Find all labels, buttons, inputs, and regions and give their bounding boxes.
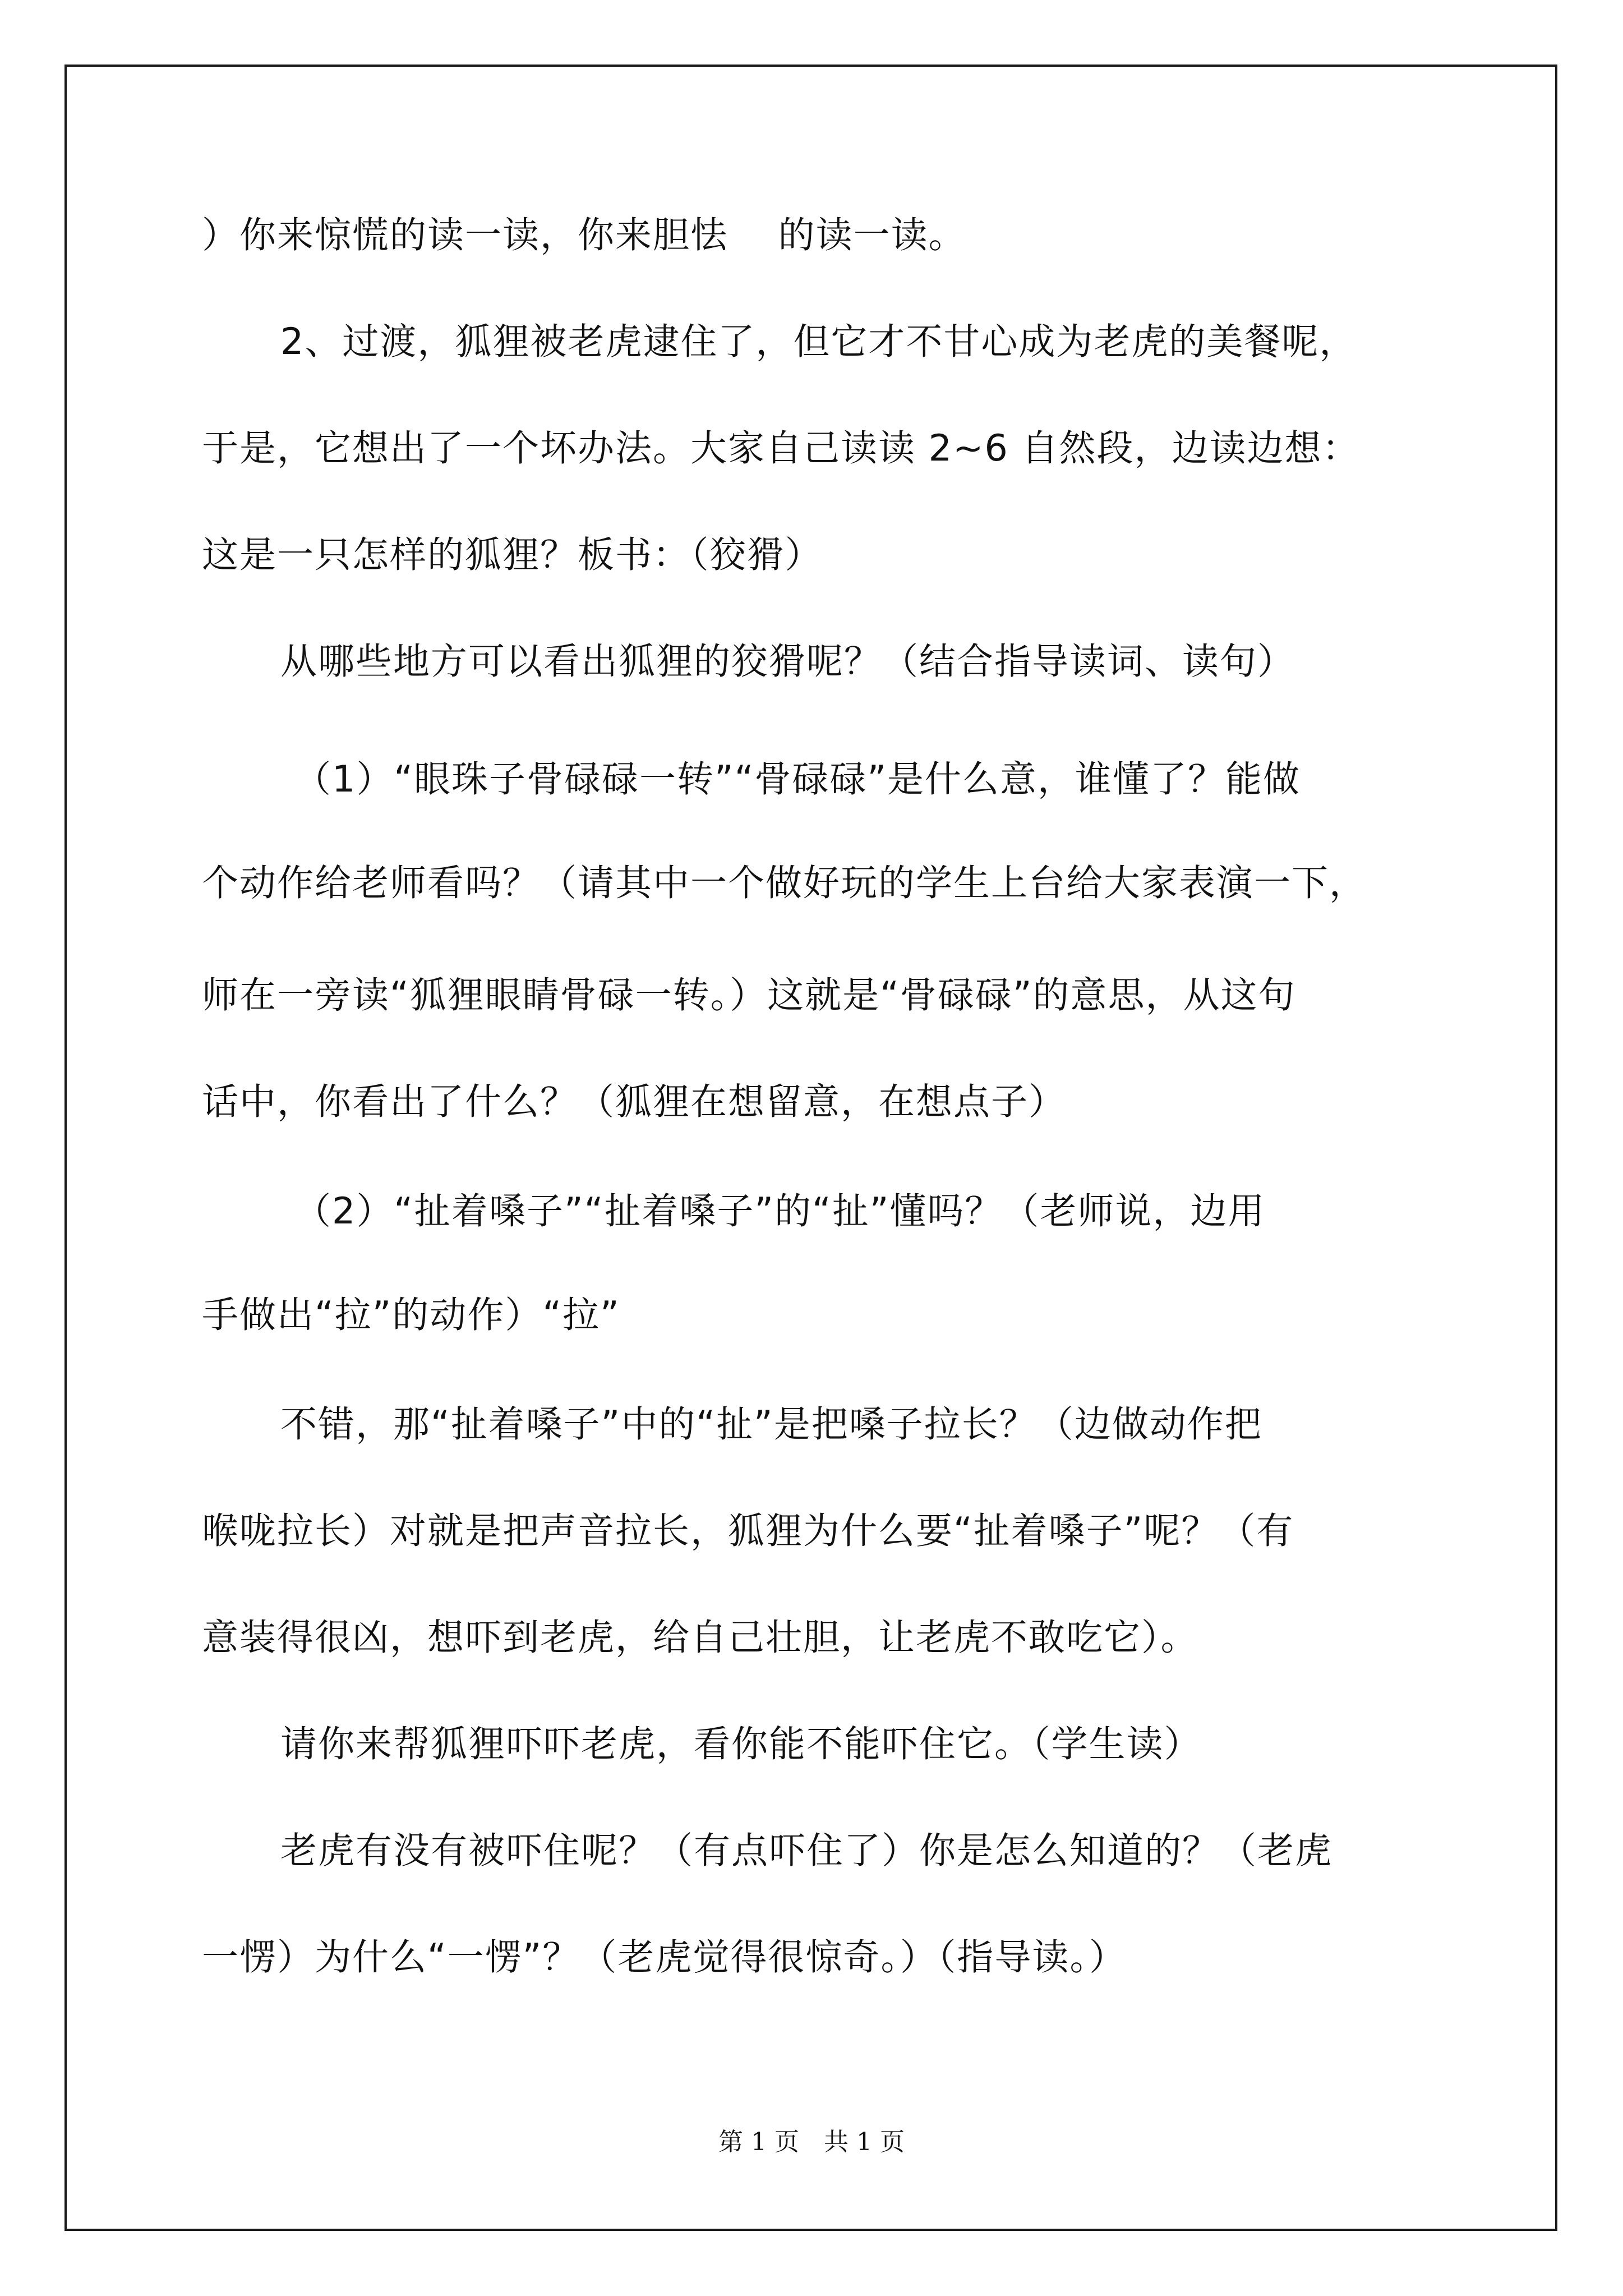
text-line: 个动作给老师看吗？（请其中一个做好玩的学生上台给大家表演一下， bbox=[202, 862, 1367, 904]
text-line: （1）“眼珠子骨碌碌一转”“骨碌碌”是什么意，谁懂了？能做 bbox=[294, 758, 1301, 800]
text-line: 话中，你看出了什么？（狐狸在想留意，在想点子） bbox=[202, 1081, 1067, 1123]
text-line: ）你来惊慌的读一读，你来胆怯 的读一读。 bbox=[202, 214, 966, 256]
text-line: （2）“扯着嗓子”“扯着嗓子”的“扯”懂吗？（老师说，边用 bbox=[294, 1190, 1266, 1232]
text-line: 2、过渡，狐狸被老虎逮住了，但它才不甘心成为老虎的美餐呢， bbox=[280, 321, 1357, 363]
text-line: 于是，它想出了一个坏办法。大家自己读读 2~6 自然段，边读边想： bbox=[202, 427, 1360, 470]
text-line: 喉咙拉长）对就是把声音拉长，狐狸为什么要“扯着嗓子”呢？（有 bbox=[202, 1510, 1294, 1552]
text-line: 请你来帮狐狸吓吓老虎，看你能不能吓住它。（学生读） bbox=[280, 1723, 1202, 1765]
text-line: 手做出“拉”的动作）“拉” bbox=[202, 1294, 620, 1336]
text-line: 老虎有没有被吓住呢？（有点吓住了）你是怎么知道的？（老虎 bbox=[280, 1830, 1333, 1872]
text-line: 意装得很凶，想吓到老虎，给自己壮胆，让老虎不敢吃它）。 bbox=[202, 1617, 1198, 1659]
text-line: 师在一旁读“狐狸眼睛骨碌一转。）这就是“骨碌碌”的意思，从这句 bbox=[202, 974, 1296, 1016]
page-footer: 第 1 页 共 1 页 bbox=[718, 2128, 905, 2156]
text-line: 从哪些地方可以看出狐狸的狡猾呢？（结合指导读词、读句） bbox=[280, 641, 1295, 683]
text-line: 不错，那“扯着嗓子”中的“扯”是把嗓子拉长？（边做动作把 bbox=[280, 1404, 1262, 1446]
text-line: 一愣）为什么“一愣”？（老虎觉得很惊奇。）（指导读。） bbox=[202, 1936, 1127, 1978]
text-line: 这是一只怎样的狐狸？板书：（狡猾） bbox=[202, 534, 823, 576]
